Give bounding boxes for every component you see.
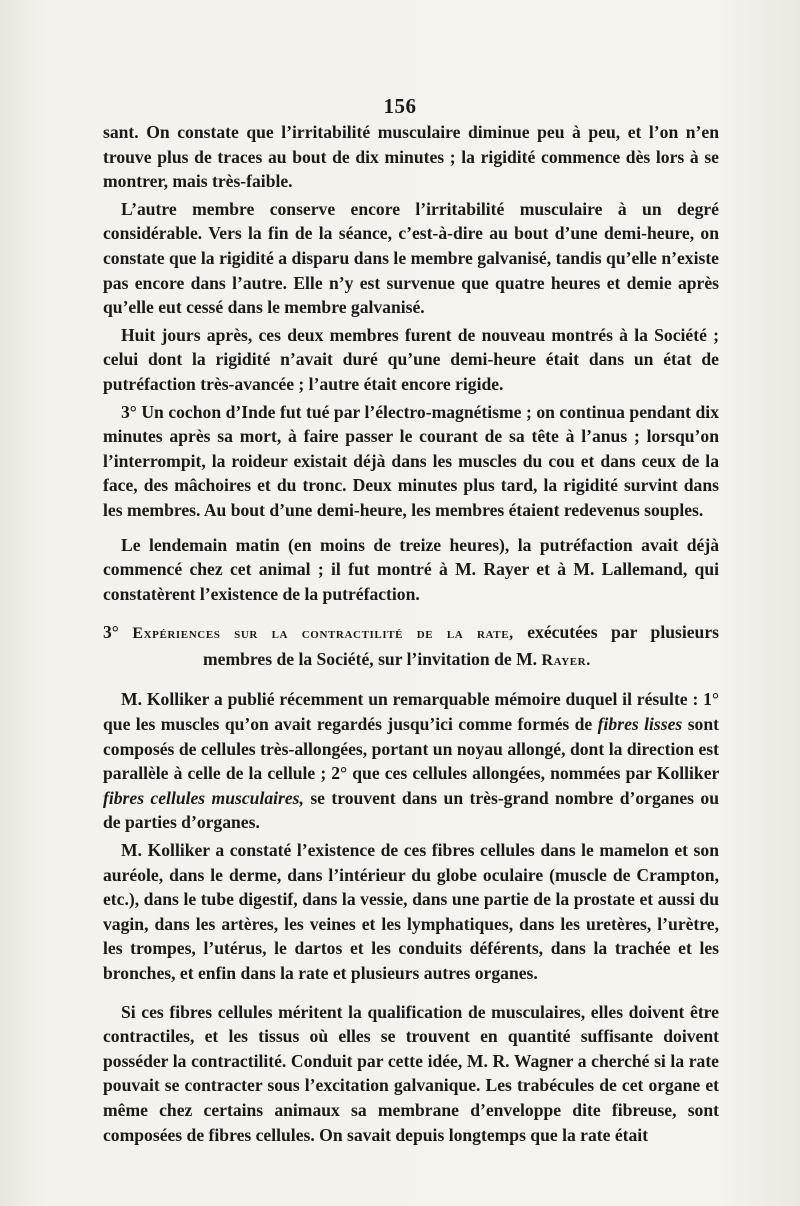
paragraph-wagner: Si ces fibres cellules méritent la qualification de musculaires, elles doivent être contractiles, et les tissus où elles se trouvent en quantité suffisante doivent posséder la contractilité. Conduit par cette idée, M. R. Wagner a cherché si la rate pouvait se contracter sous l’excitation galvanique. Les trabécules de cet organe et même chez certains animaux sa membrane d’enveloppe dite fibreuse, sont composées de fibres cellules. On savait depuis longtemps que la rate était [103,1001,719,1145]
paragraph-kolliker-memoir [103,687,719,835]
paragraph-kolliker-findings: M. Kolliker a constaté l’existence de ces fibres cellules dans le mamelon et son auréole, dans le derme, dans l’intérieur du globe oculaire (muscle de Crampton, etc.), dans le tube digestif, dans la vessie, dans une partie de la prostate et aussi du vagin, dans les artères, les veines et les lymphatiques, dans les uretères, l’urètre, les trompes, l’utérus, le dartos et les conduits déférents, dans la trachée et les bronches, et enfin dans la rate et plusieurs autres organes. [103,840,719,983]
paragraph-other-limb: L’autre membre conserve encore l’irritabilité musculaire à un degré considérable. Vers la fin de la séance, c’est-à-dire au bout d’une demi-heure, on constate que la rigidité a disparu dans le membre galvanisé, tandis qu’elle n’existe pas encore dans l’autre. Elle n’y est survenue que quatre heures et demie après qu’elle eut cessé dans le membre galvanisé. [103,198,719,318]
term-fibres-cellules: fibres cellules musculaires, [103,787,304,808]
section-heading [103,620,719,673]
section-subtitle: membres de la Société, sur l’invitation de M. [203,648,538,669]
term-fibres-lisses: fibres lisses [597,714,683,735]
kolliker-text-2: sont composés de cellules très-allongées, portant un noyau allongé, dont la direction est parallèle à celle de la cellule ; 2° que ces cellules allongées, nommées par Kolliker [103,714,719,784]
paragraph-eight-days: Huit jours après, ces deux membres furent de nouveau montrés à la Société ; celui dont la rigidité n’avait duré qu’une demi-heure était dans un état de putréfaction très-avancée ; l’autre était encore rigide. [103,324,719,394]
section-author: Rayer. [541,651,591,669]
kolliker-text-3: se trouvent dans un très-grand nombre d’organes ou de parties d’organes. [103,787,719,833]
paragraph-guinea-pig: 3° Un cochon d’Inde fut tué par l’électro-magnétisme ; on continua pendant dix minutes après sa mort, à faire passer le courant de sa tête à l’anus ; lorsqu’on l’interrompit, la roideur existait déjà dans les muscles du cou et dans ceux de la face, des mâchoires et du tronc. Deux minutes plus tard, la rigidité survint dans les membres. Au bout d’une demi-heure, les membres étaient redevenus souples. [103,401,719,520]
section-heading-line-2 [103,647,719,674]
paragraph-continuation: sant. On constate que l’irritabilité musculaire diminue peu à peu, et l’on n’en trouve plus de traces au bout de dix minutes ; la rigidité commence dès lors à se montrer, mais très-faible. [103,122,719,192]
section-number: 3° [103,622,119,643]
section-title-rest: exécutées par plusieurs [527,622,719,643]
page-number: 156 [383,94,417,118]
section-title: Expériences sur la contractilité de la rate, [132,625,514,643]
paragraph-next-morning: Le lendemain matin (en moins de treize heures), la putréfaction avait déjà commencé chez cet animal ; il fut montré à M. Rayer et à M. Lallemand, qui constatèrent l’existence de la putréfaction. [103,534,719,604]
section-heading-line-1 [103,620,719,647]
kolliker-text-1: M. Kolliker a publié récemment un remarquable mémoire duquel il résulte : 1° que les muscles qu’on avait regardés jusqu’ici comme formés de [103,689,719,735]
body-text [103,120,719,1147]
